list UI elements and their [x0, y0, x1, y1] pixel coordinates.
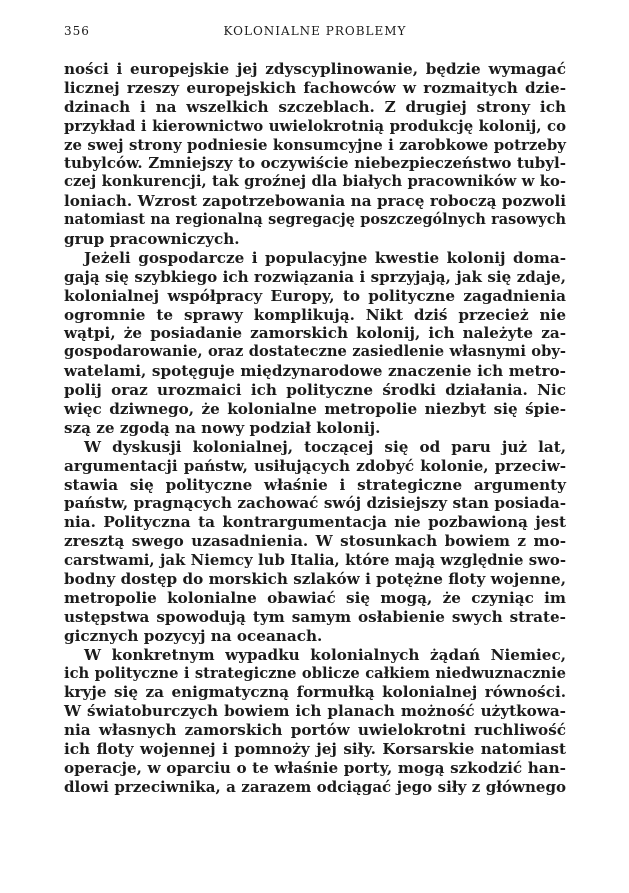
text-line: loniach. Wzrost zapotrzebowania na pracę roboczą pozwoli	[64, 192, 566, 211]
text-line: ności i europejskie jej zdyscyplinowanie, będzie wymagać	[64, 60, 566, 78]
text-line: szą ze zgodą na nowy podział kolonij.	[64, 418, 381, 437]
text-line: ze swej strony podniesie konsumcyjne i zarobkowe potrzeby	[64, 135, 566, 154]
text-line: państw, pragnących zachować swój dzisiejszy stan posiada-	[64, 494, 566, 513]
text-line: ich floty wojennej i pomnoży jej siły. Korsarskie natomiast	[64, 740, 566, 759]
text-line: zresztą swego uzasadnienia. W stosunkach bowiem z mo-	[64, 532, 566, 551]
text-line: grup pracowniczych.	[64, 230, 240, 249]
running-head	[64, 24, 566, 44]
text-line: natomiast na regionalną segregację poszczególnych rasowych	[64, 211, 566, 229]
running-title: KOLONIALNE PROBLEMY	[223, 24, 407, 38]
text-line: watelami, spotęguje międzynarodowe znaczenie ich metro-	[64, 362, 566, 381]
text-line: W światoburczych bowiem ich planach możność użytkowa-	[64, 702, 566, 721]
text-line: polij oraz urozmaici ich polityczne środki działania. Nic	[64, 381, 566, 400]
text-line: W konkretnym wypadku kolonialnych żądań Niemiec,	[84, 645, 566, 664]
text-line: ich polityczne i strategiczne oblicze całkiem niedwuznacznie	[64, 664, 566, 682]
text-line: wątpi, że posiadanie zamorskich kolonij, ich należyte za-	[64, 324, 566, 343]
text-line: licznej rzeszy europejskich fachowców w rozmaitych dzie-	[64, 78, 566, 97]
text-line: W dyskusji kolonialnej, toczącej się od paru już lat,	[84, 437, 566, 456]
page-number: 356	[64, 24, 90, 38]
body-text	[64, 60, 566, 797]
text-line: dlowi przeciwnika, a zarazem odciągać jego siły z głównego	[64, 777, 566, 796]
text-line: przykład i kierownictwo uwielokrotnią produkcję kolonij, co	[64, 116, 566, 135]
text-line: carstwami, jak Niemcy lub Italia, które mają względnie swo-	[64, 551, 566, 570]
text-line: tubylców. Zmniejszy to oczywiście niebezpieczeństwo tubyl-	[64, 154, 566, 173]
text-line: Jeżeli gospodarcze i populacyjne kwestie kolonij doma-	[84, 248, 566, 267]
text-line: bodny dostęp do morskich szlaków i potężne floty wojenne,	[64, 570, 566, 589]
text-line: gicznych pozycyj na oceanach.	[64, 626, 323, 645]
text-line: dzinach i na wszelkich szczeblach. Z drugiej strony ich	[64, 97, 566, 116]
text-line: stawia się polityczne właśnie i strategiczne argumenty	[64, 475, 566, 494]
text-line: gają się szybkiego ich rozwiązania i sprzyjają, jak się zdaje,	[64, 267, 566, 286]
text-line: kryje się za enigmatyczną formułką kolonialnej równości.	[64, 683, 566, 702]
text-line: kolonialnej współpracy Europy, to polityczne zagadnienia	[64, 286, 566, 305]
text-line: czej konkurencji, tak groźnej dla białych pracowników w ko-	[64, 173, 566, 191]
text-line: nia własnych zamorskich portów uwielokrotni ruchliwość	[64, 721, 566, 740]
text-line: ogromnie te sprawy komplikują. Nikt dziś przecież nie	[64, 305, 566, 324]
text-line: ustępstwa spowodują tym samym osłabienie swych strate-	[64, 607, 566, 626]
text-line: operacje, w oparciu o te właśnie porty, mogą szkodzić han-	[64, 758, 566, 777]
text-line: gospodarowanie, oraz dostateczne zasiedlenie własnymi oby-	[64, 343, 566, 361]
text-line: argumentacji państw, usiłujących zdobyć kolonie, przeciw-	[64, 456, 566, 475]
text-line: nia. Polityczna ta kontrargumentacja nie pozbawioną jest	[64, 513, 566, 532]
text-line: metropolie kolonialne obawiać się mogą, że czyniąc im	[64, 588, 566, 607]
text-line: więc dziwnego, że kolonialne metropolie niezbyt się śpie-	[64, 400, 566, 419]
